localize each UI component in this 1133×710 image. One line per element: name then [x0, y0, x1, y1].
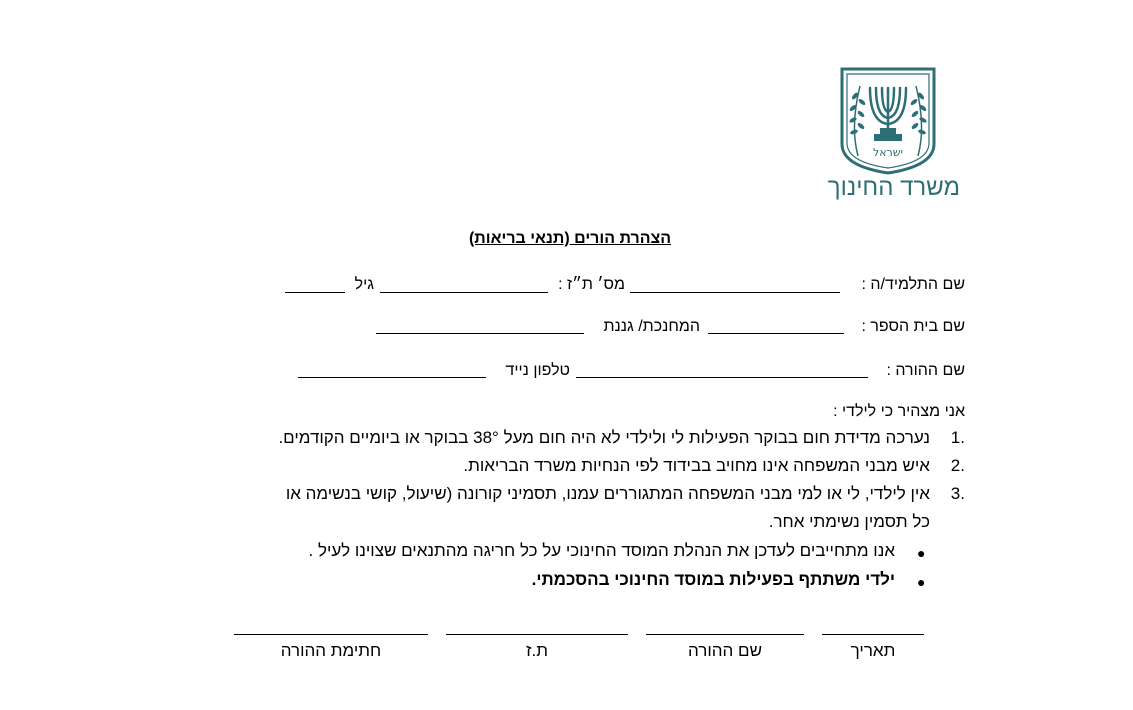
id-number-field[interactable] — [380, 292, 548, 293]
parent-name-field[interactable] — [576, 377, 868, 378]
mobile-label: טלפון נייד — [505, 362, 570, 379]
parent-name-signature-line[interactable] — [646, 634, 804, 635]
page-title: הצהרת הורים (תנאי בריאות) — [468, 230, 672, 247]
educator-field[interactable] — [376, 333, 584, 334]
item-number: .2 — [950, 456, 965, 475]
id-signature-line[interactable] — [446, 634, 628, 635]
parent-name-sig-label: שם ההורה — [688, 641, 762, 660]
age-label: גיל — [354, 276, 374, 293]
bullet-icon: ● — [917, 574, 926, 590]
declaration-item: אין לילדי, לי או למי מבני המשפחה המתגוררים עמנו, תסמיני קורונה (שיעול, קושי בנשימה או — [285, 484, 930, 503]
parent-signature-label: חתימת ההורה — [280, 641, 382, 660]
id-sig-label: ת.ז — [526, 641, 548, 660]
declaration-item: נערכה מדידת חום בבוקר הפעילות לי ולילדי לא היה חום מעל 38° בבוקר או ביומיים הקודמים. — [278, 428, 930, 447]
educator-label: המחנכת/ גננת — [603, 318, 700, 335]
school-label: שם בית הספר : — [861, 318, 965, 335]
date-label: תאריך — [850, 641, 896, 660]
item-number: .3 — [950, 484, 965, 503]
bullet-icon: ● — [917, 545, 926, 561]
id-number-label: מס׳ ת״ז : — [558, 276, 625, 293]
commitment-bullet: אנו מתחייבים לעדכן את הנהלת המוסד החינוכי על כל חריגה מהתנאים שצוינו לעיל . — [308, 541, 895, 560]
signature-line[interactable] — [234, 634, 428, 635]
declaration-item: איש מבני המשפחה אינו מחויב בבידוד לפי הנחיות משרד הבריאות. — [463, 456, 930, 475]
consent-bullet: ילדי משתתף בפעילות במוסד החינוכי בהסכמתי. — [531, 570, 895, 589]
emblem-caption: ישראל — [872, 146, 904, 159]
ministry-name: משרד החינוך — [827, 174, 960, 201]
mobile-field[interactable] — [298, 377, 486, 378]
age-field[interactable] — [285, 292, 345, 293]
declaration-item-continued: כל תסמין נשימתי אחר. — [768, 512, 930, 531]
student-name-field[interactable] — [630, 292, 840, 293]
school-field[interactable] — [708, 333, 844, 334]
date-signature-line[interactable] — [822, 634, 924, 635]
declaration-intro: אני מצהיר כי לילדי : — [833, 403, 965, 420]
parent-name-label: שם ההורה : — [886, 362, 965, 379]
state-emblem — [838, 66, 938, 176]
student-name-label: שם התלמיד/ה : — [861, 276, 965, 293]
menorah-emblem-icon — [838, 66, 938, 176]
item-number: .1 — [950, 428, 965, 447]
